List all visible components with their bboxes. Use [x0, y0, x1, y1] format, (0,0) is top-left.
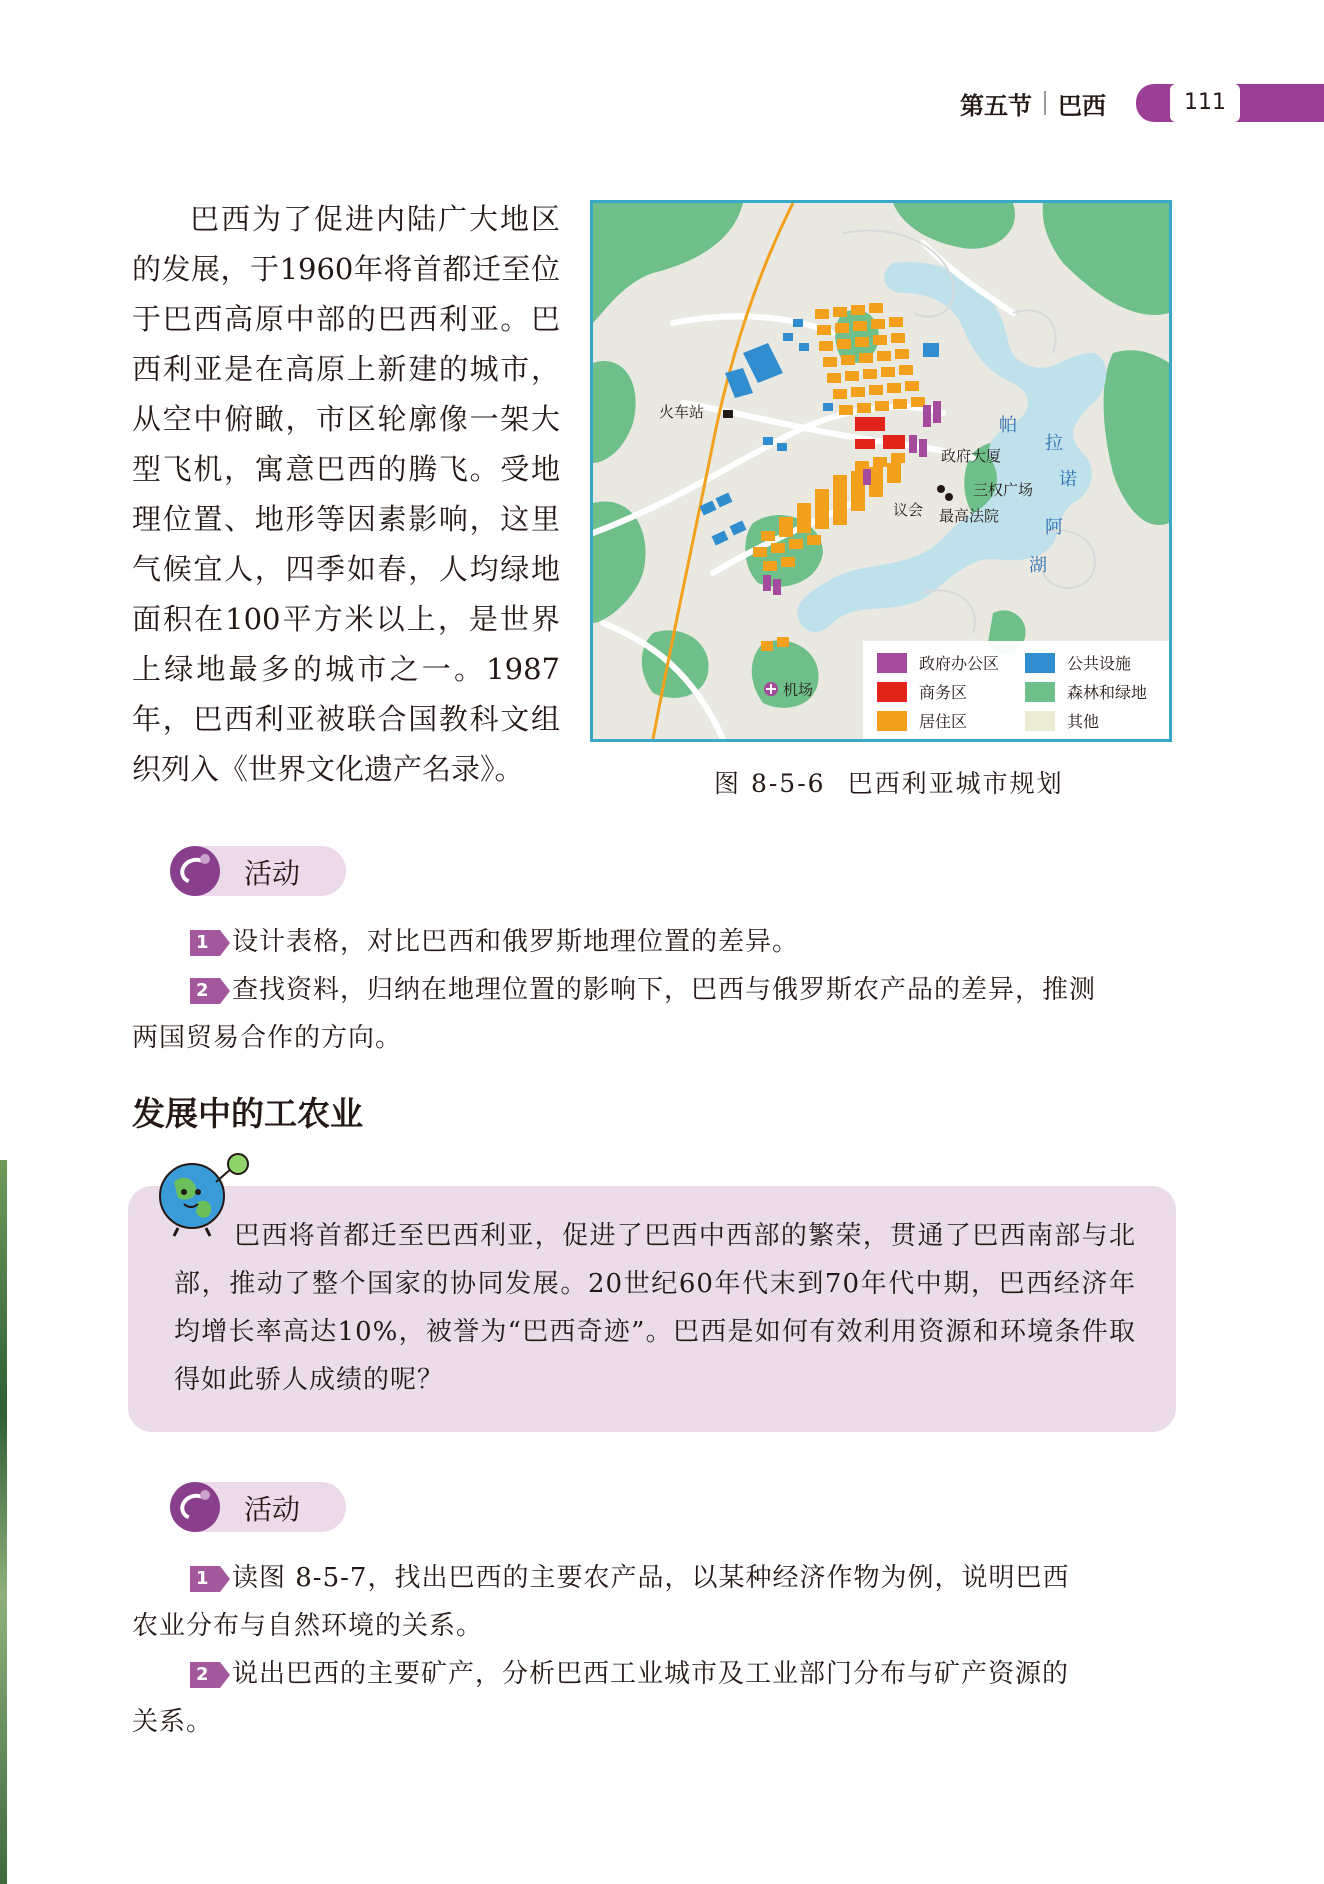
- number-badge-icon: 2: [190, 978, 220, 1004]
- svg-text:诺: 诺: [1059, 469, 1077, 490]
- map-svg: [593, 203, 1169, 739]
- number-badge-icon: 1: [190, 1566, 220, 1592]
- legend-label-government: 政府办公区: [919, 654, 1000, 673]
- svg-text:湖: 湖: [1029, 555, 1047, 576]
- airport-label: 机场: [783, 681, 814, 699]
- activity-badge-2: [170, 1482, 346, 1532]
- map-legend: [863, 641, 1169, 739]
- legend-swatch-residential: [877, 711, 907, 731]
- activity2-item-2: [132, 1650, 1182, 1746]
- svg-text:拉: 拉: [1045, 433, 1063, 454]
- figure-caption: [714, 764, 1064, 800]
- running-header: [960, 83, 1122, 123]
- activity-label: 活动: [244, 1493, 301, 1526]
- legend-label-commercial: 商务区: [919, 683, 968, 702]
- activity2-item-1-line1: 读图 8-5-7，找出巴西的主要农产品，以某种经济作物为例，说明巴西: [232, 1563, 1070, 1593]
- legend-swatch-commercial: [877, 682, 907, 702]
- activity-badge-1: [170, 846, 346, 896]
- page-edge-photo-strip: [0, 1160, 7, 1884]
- supreme-court-label: 最高法院: [939, 507, 1000, 525]
- activity-icon: [170, 1482, 220, 1532]
- section-heading: 发展中的工农业: [132, 1094, 363, 1133]
- train-station-icon: [723, 410, 733, 418]
- page-number: 111: [1170, 84, 1240, 122]
- header-divider: [1044, 91, 1046, 115]
- svg-text:帕: 帕: [999, 415, 1017, 436]
- legend-swatch-forest: [1025, 682, 1055, 702]
- info-callout-text: 巴西将首都迁至巴西利亚，促进了巴西中西部的繁荣，贯通了巴西南部与北部，推动了整个国家的协同发展。20世纪60年代末到70年代中期，巴西经济年均增长率高达10%，被誉为“巴西奇迹”。巴西是如何有效利用资源和环境条件取得如此骄人成绩的呢？: [174, 1221, 1136, 1395]
- activity-icon: [170, 846, 220, 896]
- activity1-item-2-line2: 两国贸易合作的方向。: [132, 1023, 403, 1053]
- chapter-title: 巴西: [1058, 91, 1106, 120]
- legend-swatch-government: [877, 653, 907, 673]
- svg-text:阿: 阿: [1045, 517, 1063, 538]
- figure-title: 巴西利亚城市规划: [847, 769, 1064, 798]
- legend-label-residential: 居住区: [919, 712, 968, 731]
- activity1-item-2-line1: 查找资料，归纳在地理位置的影响下，巴西与俄罗斯农产品的差异，推测: [232, 975, 1097, 1005]
- figure-number: 图 8-5-6: [714, 769, 826, 798]
- congress-label: 议会: [893, 501, 924, 519]
- legend-label-public: 公共设施: [1067, 654, 1132, 673]
- activity-label: 活动: [244, 857, 301, 890]
- activity1-item-1: [132, 918, 1182, 966]
- court-dot-icon: [945, 493, 953, 501]
- activity1-item-1-text: 设计表格，对比巴西和俄罗斯地理位置的差异。: [232, 927, 800, 957]
- activity2-item-2-line1: 说出巴西的主要矿产，分析巴西工业城市及工业部门分布与矿产资源的: [232, 1659, 1070, 1689]
- brasilia-city-plan-map: [590, 200, 1172, 742]
- activity2-item-2-line2: 关系。: [132, 1707, 214, 1737]
- number-badge-icon: 1: [190, 930, 220, 956]
- government-building-label: 政府大厦: [941, 447, 1002, 465]
- legend-swatch-other: [1025, 711, 1055, 731]
- section-title: 第五节: [960, 91, 1032, 120]
- activity2-item-1-line2: 农业分布与自然环境的关系。: [132, 1611, 484, 1641]
- activity1-item-2: [132, 966, 1182, 1062]
- legend-label-other: 其他: [1067, 712, 1100, 731]
- train-station-label: 火车站: [659, 403, 705, 421]
- intro-paragraph: 巴西为了促进内陆广大地区的发展，于1960年将首都迁至位于巴西高原中部的巴西利亚。巴西利亚是在高原上新建的城市，从空中俯瞰，市区轮廓像一架大型飞机，寓意巴西的腾飞。受地理位置、地形等因素影响，这里气候宜人，四季如春，人均绿地面积在100平方米以上，是世界上绿地最多的城市之一。1987年，巴西利亚被联合国教科文组织列入《世界文化遗产名录》。: [132, 202, 560, 786]
- legend-label-forest: 森林和绿地: [1067, 683, 1148, 702]
- three-powers-plaza-label: 三权广场: [973, 481, 1034, 499]
- plaza-dot-icon: [937, 485, 945, 493]
- legend-swatch-public: [1025, 653, 1055, 673]
- activity2-item-1: [132, 1554, 1182, 1650]
- number-badge-icon: 2: [190, 1662, 220, 1688]
